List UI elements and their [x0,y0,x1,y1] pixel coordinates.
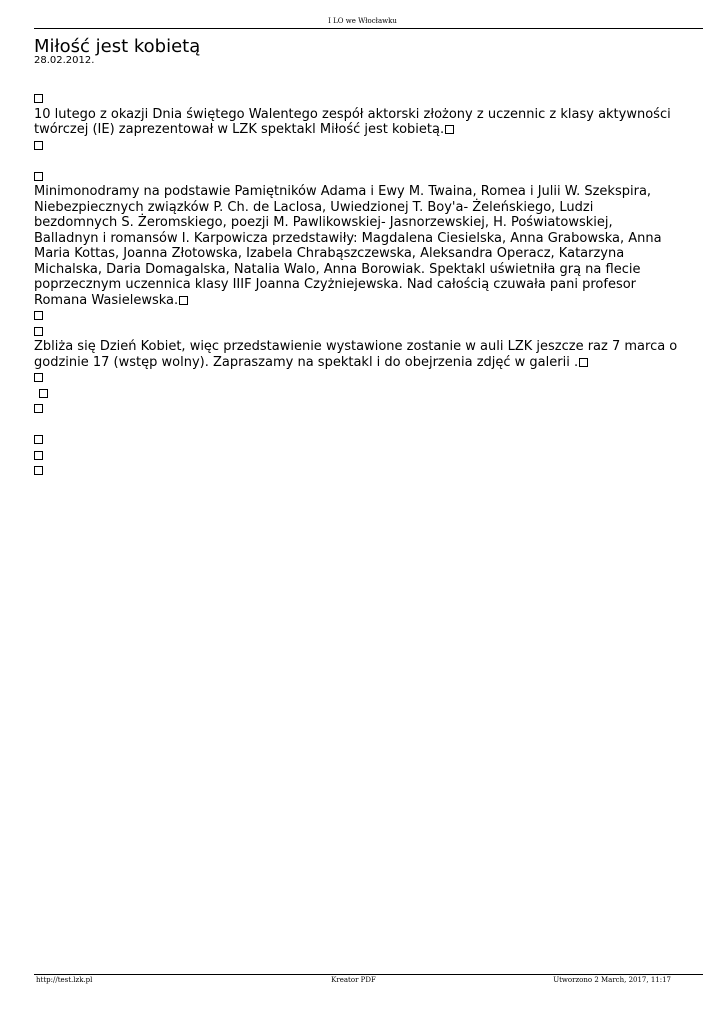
site-title: I LO we Włocławku [328,17,397,25]
missing-glyph-box-icon [34,466,43,475]
placeholder-box-line [34,138,679,154]
missing-glyph-box-icon [179,296,188,305]
placeholder-box-line [34,432,679,448]
placeholder-box-line [34,308,679,324]
missing-glyph-box-icon [34,94,43,103]
paragraph-3 [34,339,679,370]
placeholder-box-line [34,169,679,185]
missing-glyph-box-icon [34,141,43,150]
placeholder-box-line [34,386,679,402]
paragraph-2 [34,184,679,308]
footer-generator: Kreator PDF [331,976,376,984]
placeholder-box-line [34,370,679,386]
paragraph-3-text: Zbliża się Dzień Kobiet, więc przedstawienie wystawione zostanie w auli LZK jeszcze raz 7 marca o godzinie 17 (wstęp wolny). Zapraszamy na spektakl i do obejrzenia zdjęć w galerii . [34,339,678,370]
paragraph-1-text: 10 lutego z okazji Dnia świętego Walentego zespół aktorski złożony z uczennic z klasy aktywności twórczej (IE) zaprezentował w LZK spektakl Miłość jest kobietą. [34,106,671,137]
missing-glyph-box-icon [34,373,43,382]
footer-created-date: Utworzono 2 March, 2017, 11:17 [553,976,671,984]
missing-glyph-box-icon [34,451,43,460]
missing-glyph-box-icon [34,172,43,181]
missing-glyph-box-icon [579,358,588,367]
article-title: Miłość jest kobietą [34,36,201,57]
placeholder-box-line [34,324,679,340]
missing-glyph-box-icon [34,435,43,444]
missing-glyph-box-icon [34,311,43,320]
missing-glyph-box-icon [39,389,48,398]
placeholder-box-line [34,401,679,417]
placeholder-box-line [34,463,679,479]
footer-url-link[interactable]: http://test.lzk.pl [36,976,93,984]
missing-glyph-box-icon [34,327,43,336]
article-date: 28.02.2012. [34,55,95,66]
blank-line [34,153,679,169]
blank-line [34,417,679,433]
footer-divider [34,974,703,975]
article-body [34,91,679,479]
paragraph-2-text: Minimonodramy na podstawie Pamiętników Adama i Ewy M. Twaina, Romea i Julii W. Szekspira, Niebezpiecznych związków P. Ch. de Laclosa, Uwiedzionej T. Boy'a- Żeleńskiego, Ludzi bezdomnych S. Żeromskiego, poezji M. Pawlikowskiej- Jasnorzewskiej, H. Poświatowskiej, Balladnyn i romansów I. Karpowicza przedstawiły: Magdalena Ciesielska, Anna Grabowska, Anna Maria Kottas, Joanna Złotowska, Izabela Chrabąszczewska, Aleksandra Operacz, Katarzyna Michalska, Daria Domagalska, Natalia Walo, Anna Borowiak. Spektakl uświetniła grą na flecie poprzecznym uczennica klasy IIIF Joanna Czyżniejewska. Nad całością czuwała pani profesor Romana Wasielewska. [34,184,662,308]
missing-glyph-box-icon [34,404,43,413]
missing-glyph-box-icon [445,125,454,134]
placeholder-box-line [34,91,679,107]
placeholder-box-line [34,448,679,464]
header-divider [34,28,703,29]
paragraph-1 [34,107,679,138]
